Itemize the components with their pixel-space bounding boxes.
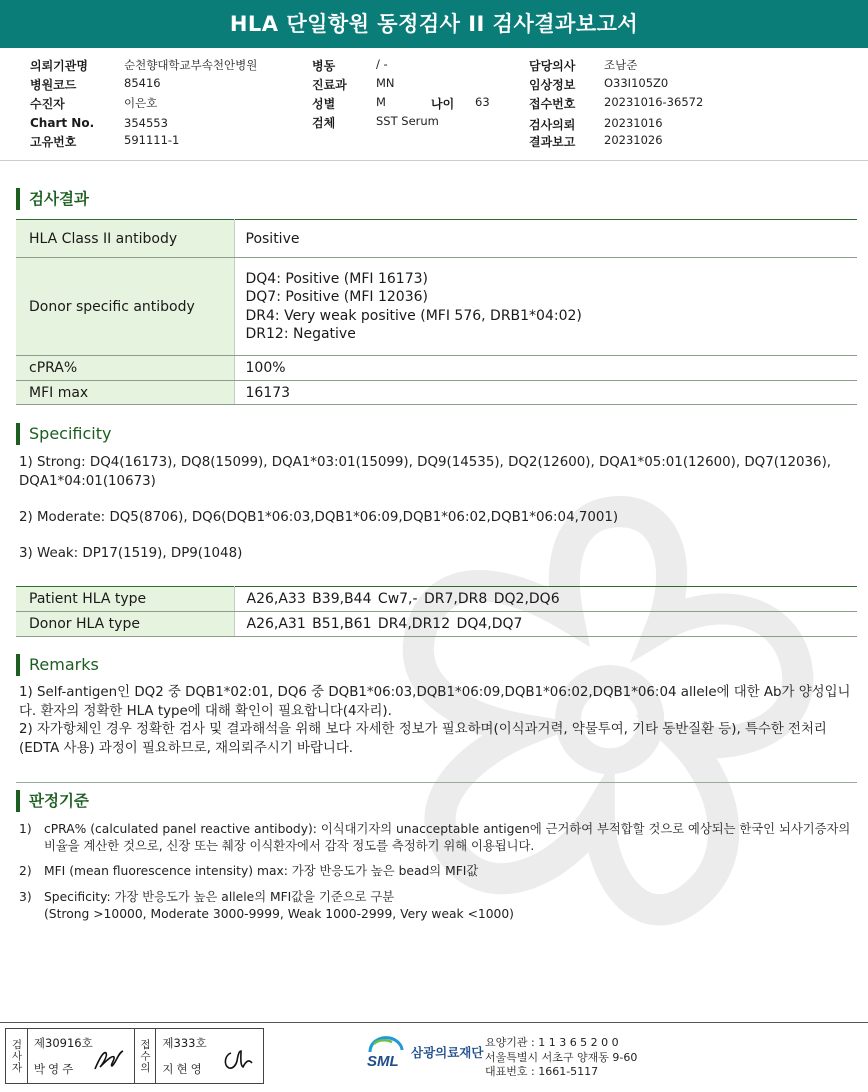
- criteria-text: (Strong >10000, Moderate 3000-9999, Weak 1000-2999, Very weak <1000): [44, 906, 514, 921]
- info-value: M: [376, 95, 386, 109]
- care-id: 요양기관 : 1 1 3 6 5 2 0 0: [485, 1036, 619, 1049]
- report-title: HLA 단일항원 동정검사 II 검사결과보고서: [0, 0, 868, 48]
- dsa-line: DQ7: Positive (MFI 12036): [245, 289, 428, 305]
- sml-logo-icon: [366, 1034, 406, 1070]
- remarks-body: [19, 684, 857, 758]
- phone: 대표번호 : 1661-5117: [485, 1065, 599, 1078]
- cpra-label: cPRA%: [16, 356, 234, 381]
- results-table: [16, 219, 857, 405]
- table-row: [16, 587, 857, 612]
- logo-text: SML: [367, 1053, 399, 1070]
- contact-info: [485, 1036, 637, 1080]
- info-label: 검사의뢰: [529, 118, 576, 132]
- dsa-line: DR4: Very weak positive (MFI 576, DRB1*04:02): [245, 307, 582, 324]
- table-row: [16, 381, 857, 405]
- confirmer-signature: [221, 1047, 255, 1073]
- info-value: MN: [376, 76, 395, 90]
- criteria-number: 3): [19, 890, 32, 904]
- class2-value: Positive: [234, 220, 857, 258]
- checker-name: 박영주: [33, 1062, 77, 1076]
- info-label: 병원코드: [30, 78, 77, 92]
- criteria-heading: 판정기준: [16, 790, 89, 812]
- remark-line: 1) Self-antigen인 DQ2 중 DQB1*02:01, DQ6 중 DQB1*06:03,DQB1*06:09,DQB1*06:02,DQB1*06:04 allele에 대한 Ab가 양성입니다. 환자의 정확한 HLA type에 대해 확인이 필요합니다(4자리).: [19, 685, 851, 719]
- remark-line: 2) 자가항체인 경우 정확한 검사 및 결과해석을 위해 보다 자세한 정보가 필요하며(이식과거력, 약물투여, 기타 동반질환 등), 특수한 전처리(EDTA 사용) 과정이 필요하므로, 재의뢰주시기 바랍니다.: [19, 722, 827, 756]
- info-value: 순천향대학교부속천안병원: [124, 58, 258, 72]
- criteria-item: [19, 821, 857, 854]
- info-label: 수진자: [30, 97, 65, 111]
- table-row: [16, 356, 857, 381]
- specificity-heading: Specificity: [16, 423, 111, 445]
- info-label: 임상정보: [529, 78, 576, 92]
- info-label: 검체: [312, 116, 336, 130]
- info-value: O33I105Z0: [604, 76, 669, 90]
- table-row: [16, 612, 857, 637]
- specificity-strong: 1) Strong: DQ4(16173), DQ8(15099), DQA1*03:01(15099), DQ9(14535), DQ2(12600), DQA1*05:01(12600), DQ7(12036), DQA1*04:01(10673): [19, 455, 832, 489]
- info-value: 63: [475, 95, 490, 109]
- checker-label: 검사자: [6, 1029, 28, 1083]
- mfi-label: MFI max: [16, 381, 234, 405]
- info-value: 조남준: [604, 58, 638, 72]
- signature-box: [5, 1028, 264, 1084]
- info-label: 나이: [431, 97, 455, 111]
- hla-type-table: [16, 586, 857, 637]
- info-value: 20231016-36572: [604, 95, 704, 109]
- info-value: 591111-1: [124, 133, 180, 147]
- criteria-number: 2): [19, 864, 32, 878]
- criteria-text: MFI (mean fluorescence intensity) max: 가장 반응도가 높은 bead의 MFI값: [44, 864, 479, 878]
- info-label: 성별: [312, 97, 336, 111]
- divider: [0, 160, 868, 161]
- info-label: 의뢰기관명: [30, 59, 88, 73]
- criteria-text: Specificity: 가장 반응도가 높은 allele의 MFI값을 기준으로 구분: [44, 890, 395, 904]
- info-value: 85416: [124, 76, 161, 90]
- patient-hla-label: Patient HLA type: [16, 587, 234, 612]
- dsa-values: [234, 258, 857, 356]
- info-label: 병동: [312, 59, 336, 73]
- mfi-value: 16173: [234, 381, 857, 405]
- org-name: 삼광의료재단: [411, 1045, 484, 1060]
- results-heading: 검사결과: [16, 188, 89, 210]
- checker-license: 제30916호: [33, 1036, 93, 1050]
- dsa-line: DQ4: Positive (MFI 16173): [245, 270, 428, 287]
- class2-label: HLA Class II antibody: [16, 220, 234, 258]
- info-label: 결과보고: [529, 135, 576, 149]
- confirmer-cell: [156, 1029, 263, 1083]
- criteria-item: [19, 863, 857, 880]
- criteria-number: 1): [19, 822, 32, 836]
- address: 서울특별시 서초구 양재동 9-60: [485, 1050, 638, 1064]
- info-value: 20231016: [604, 116, 663, 130]
- donor-hla-label: Donor HLA type: [16, 612, 234, 637]
- sml-logo: [366, 1034, 483, 1070]
- checker-cell: [28, 1029, 135, 1083]
- donor-hla-value: A26,A31 B51,B61 DR4,DR12 DQ4,DQ7: [234, 612, 857, 637]
- table-row: [16, 258, 857, 356]
- dsa-line: DR12: Negative: [245, 326, 356, 342]
- confirmer-license: 제333호: [162, 1036, 207, 1050]
- info-value: 354553: [124, 116, 168, 130]
- dsa-label: Donor specific antibody: [16, 258, 234, 356]
- info-label: 고유번호: [30, 135, 77, 149]
- patient-hla-value: A26,A33 B39,B44 Cw7,- DR7,DR8 DQ2,DQ6: [234, 587, 857, 612]
- specificity-moderate: 2) Moderate: DQ5(8706), DQ6(DQB1*06:03,DQB1*06:09,DQB1*06:02,DQB1*06:04,7001): [19, 510, 619, 525]
- cpra-value: 100%: [234, 356, 857, 381]
- info-label: Chart No.: [30, 116, 95, 130]
- table-row: [16, 220, 857, 258]
- divider: [16, 782, 857, 783]
- footer-divider: [0, 1022, 868, 1023]
- info-value: 이은호: [124, 96, 158, 110]
- specificity-weak: 3) Weak: DP17(1519), DP9(1048): [19, 546, 243, 561]
- footer: [0, 1024, 868, 1092]
- info-label: 진료과: [312, 78, 347, 92]
- info-value: / -: [376, 57, 388, 71]
- checker-signature: [92, 1047, 126, 1073]
- confirmer-name: 지현영: [162, 1062, 205, 1076]
- info-label: 접수번호: [529, 97, 576, 111]
- info-value: SST Serum: [376, 114, 439, 128]
- criteria-item: [19, 889, 857, 922]
- remarks-heading: Remarks: [16, 654, 99, 676]
- criteria-text: cPRA% (calculated panel reactive antibody): 이식대기자의 unacceptable antigen에 근거하여 부적합할 것으로 예상되는 한국인 뇌사기증자의 비율을 계산한 것으로, 신장 또는 췌장 이식환자에서 감작 정도를 측정하기 위해 이용됩니다.: [44, 822, 851, 853]
- confirmer-label: 접수의: [135, 1029, 157, 1083]
- info-value: 20231026: [604, 133, 663, 147]
- info-label: 담당의사: [529, 59, 576, 73]
